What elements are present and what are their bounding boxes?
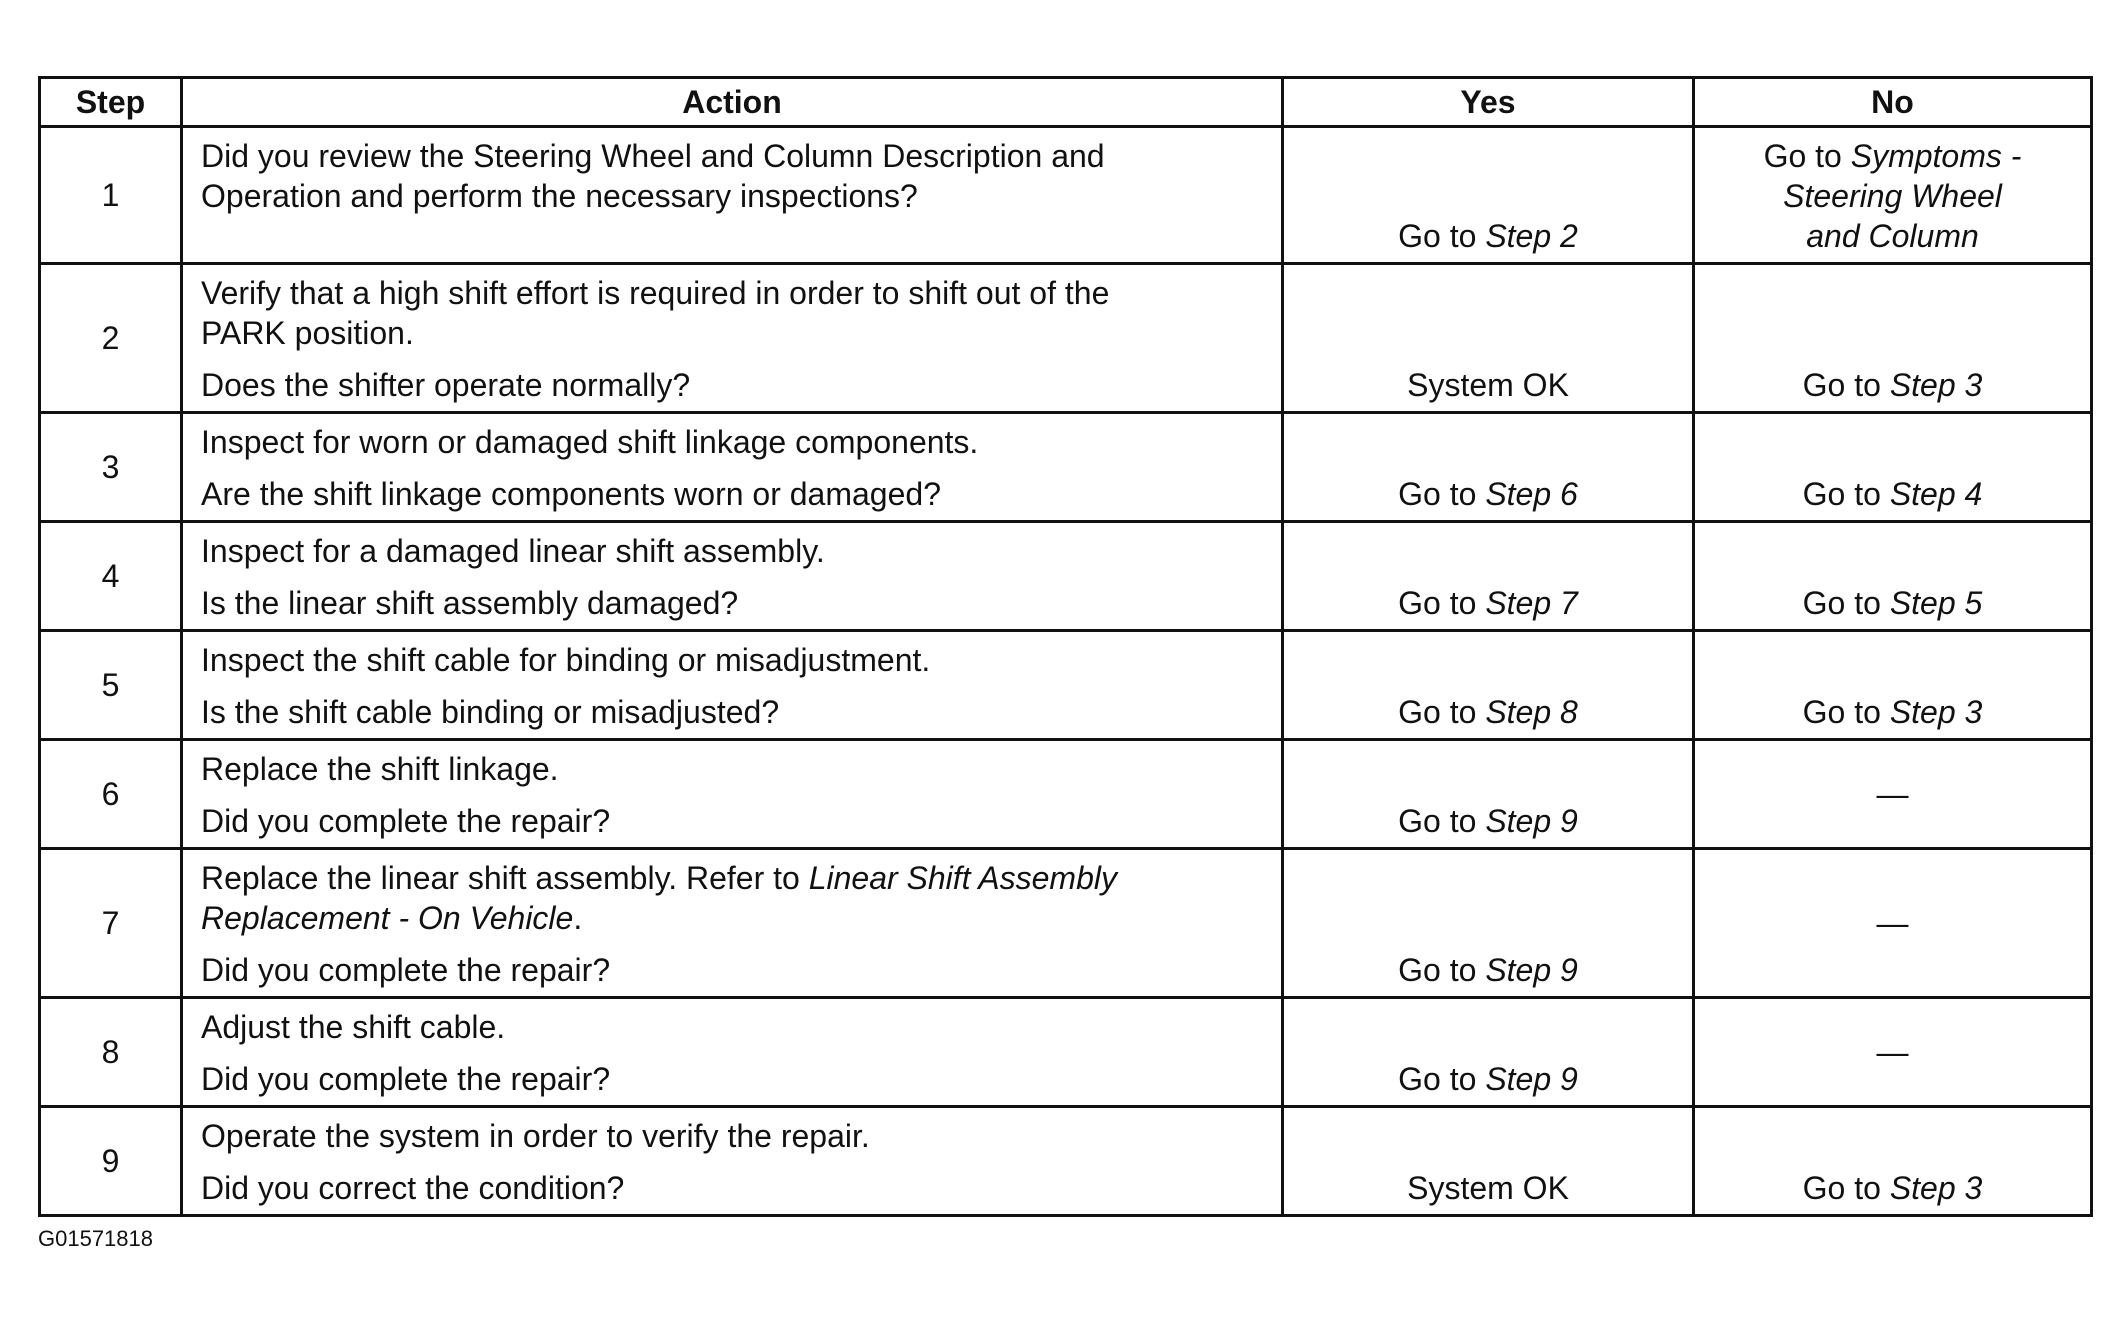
- step-number: 1: [40, 127, 182, 264]
- yes-cell: System OK: [1283, 264, 1694, 413]
- yes-cell: [1283, 127, 1694, 264]
- no-prefix: Go to: [1802, 367, 1890, 403]
- action-text: Did you review the Steering Wheel and Column Description and: [201, 138, 1105, 174]
- question-text: Did you complete the repair?: [201, 803, 611, 839]
- step-reference: Step 9: [1485, 803, 1578, 839]
- step-reference: Step 3: [1889, 367, 1983, 403]
- no-prefix: Go to: [1802, 476, 1890, 512]
- action-cell: [182, 740, 1283, 849]
- step-number: 3: [40, 413, 182, 522]
- question-text: Does the shifter operate normally?: [201, 367, 691, 403]
- action-text: Replace the shift linkage.: [201, 751, 559, 787]
- action-suffix: .: [573, 900, 583, 936]
- symptoms-reference: Symptoms -: [1850, 138, 2022, 174]
- action-cell: [182, 1107, 1283, 1216]
- step-number: 9: [40, 1107, 182, 1216]
- procedure-reference: Replacement - On Vehicle: [201, 900, 574, 936]
- yes-prefix: Go to: [1398, 694, 1486, 730]
- header-no: No: [1694, 78, 2092, 127]
- yes-prefix: Go to: [1398, 952, 1486, 988]
- no-cell: [1694, 264, 2092, 413]
- question-text: Is the linear shift assembly damaged?: [201, 585, 739, 621]
- table-row: [40, 740, 2092, 849]
- no-prefix: Go to: [1763, 138, 1851, 174]
- no-cell-dash: —: [1694, 849, 2092, 998]
- step-number: 7: [40, 849, 182, 998]
- table-row: [40, 998, 2092, 1107]
- header-step: Step: [40, 78, 182, 127]
- yes-prefix: Go to: [1398, 585, 1486, 621]
- diagnostic-table: [38, 76, 2093, 1217]
- yes-prefix: Go to: [1398, 476, 1486, 512]
- table-row: [40, 522, 2092, 631]
- table-row: [40, 127, 2092, 264]
- no-cell-dash: —: [1694, 998, 2092, 1107]
- action-text: Inspect for worn or damaged shift linkage components.: [201, 424, 979, 460]
- no-cell: [1694, 127, 2092, 264]
- no-prefix: Go to: [1802, 1170, 1890, 1206]
- yes-prefix: Go to: [1398, 218, 1486, 254]
- question-text: Did you correct the condition?: [201, 1170, 625, 1206]
- action-cell: [182, 413, 1283, 522]
- action-cell: [182, 998, 1283, 1107]
- question-text: Did you complete the repair?: [201, 1061, 611, 1097]
- step-reference: Step 3: [1889, 1170, 1983, 1206]
- symptoms-reference: and Column: [1806, 218, 1979, 254]
- no-prefix: Go to: [1802, 694, 1890, 730]
- action-text: [201, 898, 1267, 938]
- step-reference: Step 5: [1889, 585, 1983, 621]
- no-prefix: Go to: [1802, 585, 1890, 621]
- action-text: Inspect the shift cable for binding or misadjustment.: [201, 642, 931, 678]
- action-prefix: Replace the linear shift assembly. Refer to: [201, 860, 809, 896]
- table-row: [40, 631, 2092, 740]
- step-reference: Step 9: [1485, 952, 1578, 988]
- no-cell: [1694, 631, 2092, 740]
- step-reference: Step 3: [1889, 694, 1983, 730]
- table-row: [40, 264, 2092, 413]
- action-cell: [182, 849, 1283, 998]
- step-reference: Step 8: [1485, 694, 1578, 730]
- step-reference: Step 7: [1485, 585, 1578, 621]
- yes-cell: [1283, 522, 1694, 631]
- action-text: Operation and perform the necessary inspections?: [201, 178, 918, 214]
- question-text: Are the shift linkage components worn or damaged?: [201, 476, 941, 512]
- action-text: Operate the system in order to verify the repair.: [201, 1118, 870, 1154]
- header-yes: Yes: [1283, 78, 1694, 127]
- yes-prefix: Go to: [1398, 1061, 1486, 1097]
- yes-cell: System OK: [1283, 1107, 1694, 1216]
- action-text: Adjust the shift cable.: [201, 1009, 506, 1045]
- yes-cell: [1283, 849, 1694, 998]
- no-cell: [1694, 413, 2092, 522]
- step-reference: Step 6: [1485, 476, 1578, 512]
- step-number: 5: [40, 631, 182, 740]
- no-cell-dash: —: [1694, 740, 2092, 849]
- action-cell: [182, 522, 1283, 631]
- yes-cell: [1283, 740, 1694, 849]
- table-row: [40, 849, 2092, 998]
- procedure-reference: Linear Shift Assembly: [808, 860, 1117, 896]
- action-cell: [182, 127, 1283, 264]
- yes-prefix: Go to: [1398, 803, 1486, 839]
- figure-id: G01571818: [38, 1226, 153, 1251]
- action-text: Inspect for a damaged linear shift assembly.: [201, 533, 825, 569]
- header-action: Action: [182, 78, 1283, 127]
- step-number: 8: [40, 998, 182, 1107]
- step-reference: Step 2: [1485, 218, 1578, 254]
- step-number: 6: [40, 740, 182, 849]
- table-row: [40, 413, 2092, 522]
- step-reference: Step 4: [1889, 476, 1983, 512]
- action-cell: [182, 264, 1283, 413]
- yes-cell: [1283, 998, 1694, 1107]
- step-reference: Step 9: [1485, 1061, 1578, 1097]
- yes-cell: [1283, 413, 1694, 522]
- symptoms-reference: Steering Wheel: [1783, 178, 2002, 214]
- step-number: 2: [40, 264, 182, 413]
- action-text: PARK position.: [201, 315, 414, 351]
- question-text: Did you complete the repair?: [201, 952, 611, 988]
- yes-cell: [1283, 631, 1694, 740]
- table-row: [40, 1107, 2092, 1216]
- no-cell: [1694, 522, 2092, 631]
- action-text: Verify that a high shift effort is required in order to shift out of the: [201, 275, 1110, 311]
- action-text: [201, 858, 1267, 898]
- step-number: 4: [40, 522, 182, 631]
- no-cell: [1694, 1107, 2092, 1216]
- question-text: Is the shift cable binding or misadjusted?: [201, 694, 780, 730]
- action-cell: [182, 631, 1283, 740]
- header-row: [40, 78, 2092, 127]
